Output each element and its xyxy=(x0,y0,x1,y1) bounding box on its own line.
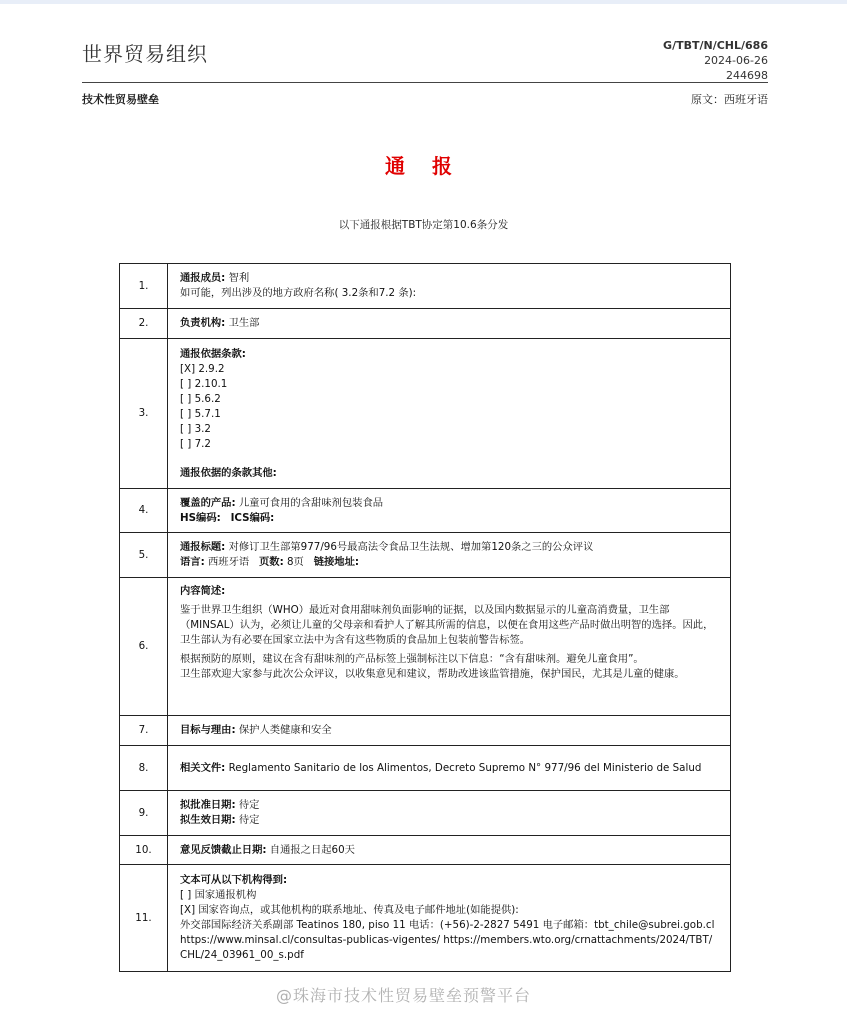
table-row xyxy=(120,309,731,339)
field-label: 覆盖的产品: xyxy=(180,496,236,509)
table-row xyxy=(120,533,731,578)
row-number: 8. xyxy=(120,746,168,791)
row-number: 4. xyxy=(120,489,168,533)
row-content xyxy=(168,865,731,972)
pages-value: 8页 xyxy=(283,556,304,568)
watermark: @珠海市技术性贸易壁垒预警平台 xyxy=(276,986,532,1005)
field-label: 通报成员: xyxy=(180,272,226,284)
field-note: 如可能，列出涉及的地方政府名称( 3.2条和7.2 条): xyxy=(180,287,417,299)
field-label: 通报标题: xyxy=(180,541,226,553)
row-content xyxy=(168,264,731,309)
clause-item: [X] 2.9.2 xyxy=(180,362,225,375)
row-number: 7. xyxy=(120,716,168,746)
committee-name: 技术性贸易壁垒 xyxy=(82,93,159,106)
row-content xyxy=(168,533,731,578)
table-row xyxy=(120,578,731,716)
row-content xyxy=(168,791,731,836)
summary-paragraph: 卫生部欢迎大家参与此次公众评议，以收集意见和建议，帮助改进该监管措施，保护国民，尤其是儿童的健康。 xyxy=(180,668,685,680)
field-label: 文本可从以下机构得到: xyxy=(180,874,288,886)
row-number: 1. xyxy=(120,264,168,309)
row-content xyxy=(168,716,731,746)
row-content xyxy=(168,836,731,865)
intro-text: 以下通报根据TBT协定第10.6条分发 xyxy=(338,219,509,231)
original-language: 原文：西班牙语 xyxy=(691,93,768,106)
row-number: 9. xyxy=(120,791,168,836)
pages-label: 页数: xyxy=(259,556,284,568)
field-value: 智利 xyxy=(225,272,250,284)
row-number: 5. xyxy=(120,533,168,578)
field-label: 负责机构: xyxy=(180,317,226,329)
doc-code: G/TBT/N/CHL/686 xyxy=(663,39,768,52)
summary-paragraph: 根据预防的原则，建议在含有甜味剂的产品标签上强制标注以下信息：“含有甜味剂。避免儿童食用”。 xyxy=(180,653,644,665)
page-title: 通 报 xyxy=(385,154,462,178)
field-value: 儿童可食用的含甜味剂包装食品 xyxy=(235,496,384,509)
document-reference xyxy=(663,38,768,83)
clause-item: [ ] 7.2 xyxy=(180,437,211,450)
row-content xyxy=(168,746,731,791)
field-label: 拟批准日期: xyxy=(180,799,236,811)
row-content xyxy=(168,339,731,489)
top-strip xyxy=(0,0,847,4)
clause-item: [ ] 2.10.1 xyxy=(180,377,228,390)
header-divider xyxy=(82,82,768,83)
field-label: 意见反馈截止日期: xyxy=(180,843,267,856)
notification-table xyxy=(119,263,731,972)
row-number: 3. xyxy=(120,339,168,489)
spacer xyxy=(180,452,718,466)
clause-item: [ ] 5.6.2 xyxy=(180,392,221,405)
row-number: 6. xyxy=(120,578,168,716)
organization-name: 世界贸易组织 xyxy=(82,42,208,66)
link-label: 链接地址: xyxy=(313,556,359,568)
ics-code-label: ICS编码: xyxy=(230,511,275,524)
table-row xyxy=(120,865,731,972)
doc-id: 244698 xyxy=(726,69,768,82)
row-number: 10. xyxy=(120,836,168,865)
availability-option: [X] 国家咨询点，或其他机构的联系地址、传真及电子邮件地址(如能提供): xyxy=(180,904,519,916)
field-label: 相关文件: xyxy=(180,761,226,774)
table-row xyxy=(120,791,731,836)
field-value: Reglamento Sanitario de los Alimentos, Decreto Supremo N° 977/96 del Ministerio de Salud xyxy=(225,761,702,774)
field-value: 自通报之日起60天 xyxy=(266,843,355,856)
row-content xyxy=(168,489,731,533)
field-label: 通报依据的条款其他: xyxy=(180,466,277,479)
row-content xyxy=(168,578,731,716)
table-row xyxy=(120,746,731,791)
row-number: 11. xyxy=(120,865,168,972)
field-value: 待定 xyxy=(235,799,260,811)
contact-details: 外交部国际经济关系副部 Teatinos 180, piso 11 电话：(+56)-2-2827 5491 电子邮箱：tbt_chile@subrei.gob.cl https://www.minsal.cl/consultas-publicas-vigentes/ https://members.wto.org/crnattachments/2024/TBT/CHL/24_03961_00_s.pdf xyxy=(180,919,715,961)
clause-item: [ ] 3.2 xyxy=(180,422,211,435)
field-value: 待定 xyxy=(235,814,260,826)
row-number: 2. xyxy=(120,309,168,339)
table-row xyxy=(120,264,731,309)
availability-option: [ ] 国家通报机构 xyxy=(180,889,257,901)
language-label: 语言: xyxy=(180,556,205,568)
clause-item: [ ] 5.7.1 xyxy=(180,407,221,420)
row-content xyxy=(168,309,731,339)
hs-code-label: HS编码: xyxy=(180,511,221,524)
table-row xyxy=(120,716,731,746)
table-row xyxy=(120,489,731,533)
table-row xyxy=(120,339,731,489)
field-value: 保护人类健康和安全 xyxy=(235,724,332,736)
field-label: 通报依据条款: xyxy=(180,347,246,360)
summary-paragraph: 鉴于世界卫生组织（WHO）最近对食用甜味剂负面影响的证据，以及国内数据显示的儿童高消费量，卫生部（MINSAL）认为，必须让儿童的父母亲和看护人了解其所需的信息，以便在食用这些产品时做出明智的选择。因此，卫生部认为有必要在国家立法中为含有这些物质的食品加上包装前警告标签。 xyxy=(180,604,714,646)
language-value: 西班牙语 xyxy=(204,556,250,568)
field-label: 内容简述: xyxy=(180,585,226,597)
doc-date: 2024-06-26 xyxy=(704,54,768,67)
field-value: 卫生部 xyxy=(225,317,260,329)
field-value: 对修订卫生部第977/96号最高法令食品卫生法规、增加第120条之三的公众评议 xyxy=(225,541,594,553)
field-label: 拟生效日期: xyxy=(180,814,236,826)
field-label: 目标与理由: xyxy=(180,724,236,736)
table-row xyxy=(120,836,731,865)
